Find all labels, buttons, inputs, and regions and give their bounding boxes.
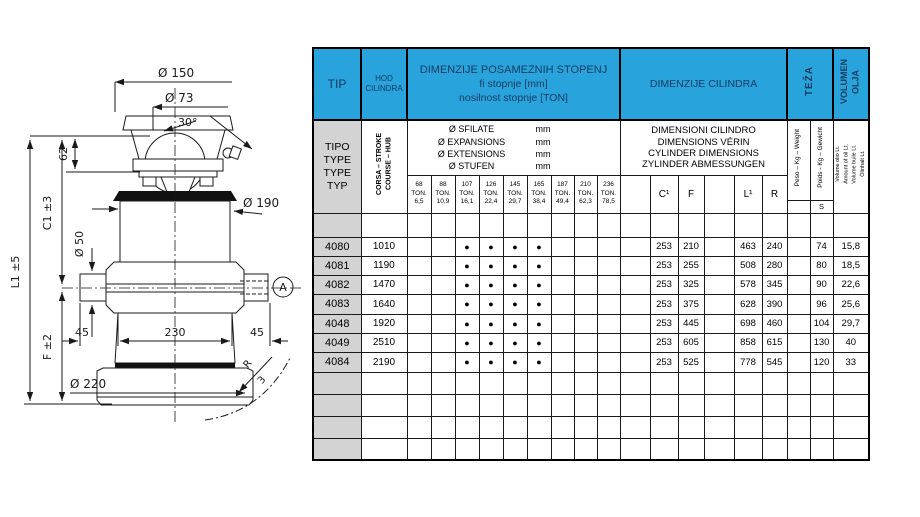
cell-tip: 4083 [313, 294, 361, 314]
corsa-vertical-text [375, 133, 394, 195]
cell-peso [787, 237, 810, 256]
col-header-corsa-stroke [361, 120, 407, 213]
cell-tip: 4084 [313, 352, 361, 372]
cell-tip: 4048 [313, 314, 361, 333]
dim-label-angle30: 30° [178, 116, 198, 129]
spacer-cell [620, 256, 650, 275]
stage-cell [551, 237, 574, 256]
cell-hod: 2190 [361, 352, 407, 372]
stages-title-line: nosilnost stopnje [TON] [459, 92, 568, 104]
cell-poids: 96 [810, 294, 833, 314]
stages-title-line: fi stopnje [mm] [479, 78, 548, 90]
stage-cell [574, 256, 597, 275]
cylinder-body [80, 116, 293, 420]
legend-line [408, 136, 620, 148]
spacer-cell [704, 294, 734, 314]
stage-cell [551, 275, 574, 294]
dim-label-45-right: 45 [250, 326, 264, 339]
cell-r: 280 [762, 256, 787, 275]
cell-peso [787, 294, 810, 314]
cell-poids: 120 [810, 352, 833, 372]
stage-cell [574, 333, 597, 352]
stage-col-header-187: 187 TON. 49,4 [551, 175, 574, 213]
table-row-empty [313, 394, 869, 416]
stage-cell: ● [527, 275, 551, 294]
stage-cell: ● [503, 352, 527, 372]
col-header-oil-volume-langs [833, 120, 869, 213]
table-row [313, 314, 869, 333]
spacer-cell [620, 237, 650, 256]
cell-f: 375 [678, 294, 704, 314]
stage-cell: ● [455, 314, 479, 333]
col-header-f: F [678, 175, 704, 213]
spacer-cell [620, 275, 650, 294]
stage-col-header-145: 145 TON. 29,7 [503, 175, 527, 213]
volume-title-line: VOLUMEN [839, 59, 850, 104]
table-row-empty [313, 438, 869, 460]
stage-cell: ● [503, 256, 527, 275]
head-flange [133, 159, 223, 171]
stage-cell [597, 333, 620, 352]
legend-line [408, 123, 620, 135]
dim-label-l1: L1 ±5 [9, 255, 22, 289]
stage-cell [574, 352, 597, 372]
port-left [80, 274, 106, 301]
cylinder-dimensions-legend [620, 120, 787, 175]
cell-l1: 858 [734, 333, 762, 352]
cell-f: 525 [678, 352, 704, 372]
tipo-line: TYPE [323, 166, 351, 179]
stage-cell: ● [503, 314, 527, 333]
col-header-hod-cilindra [361, 48, 407, 120]
cell-peso [787, 314, 810, 333]
detail-a-label: A [279, 281, 287, 294]
cell-volume: 29,7 [833, 314, 869, 333]
radius-value-label: 3 [255, 374, 269, 387]
stage-cell: ● [503, 333, 527, 352]
cell-f: 210 [678, 237, 704, 256]
stage-col-header-68: 68 TON. 6,5 [407, 175, 431, 213]
legend-line: CYLINDER DIMENSIONS [648, 147, 759, 159]
cell-l1: 628 [734, 294, 762, 314]
legend-unit: mm [535, 160, 551, 171]
cell-poids: 74 [810, 237, 833, 256]
stage-cell: ● [479, 294, 503, 314]
stage-cell: ● [455, 275, 479, 294]
stage-cell [407, 333, 431, 352]
legend-unit: mm [535, 124, 551, 135]
corsa-line: CORSA – STROKE [375, 133, 383, 196]
dim-label-dia50: Ø 50 [73, 230, 86, 258]
spacer-cell [704, 275, 734, 294]
volume-title [839, 59, 862, 104]
cell-tip: 4081 [313, 256, 361, 275]
cell-tip: 4080 [313, 237, 361, 256]
stage-cell [551, 314, 574, 333]
stage-col-header-88: 88 TON. 10,9 [431, 175, 455, 213]
legend-unit: mm [535, 136, 551, 147]
dim-label-dia220: Ø 220 [70, 377, 107, 391]
stage-cell: ● [503, 275, 527, 294]
cell-hod: 1640 [361, 294, 407, 314]
hod-line: HOD [375, 73, 393, 83]
spacer-cell [620, 294, 650, 314]
col-header-c1: C¹ [650, 175, 678, 213]
stage-cell [574, 314, 597, 333]
tipo-line: TIPO [324, 140, 350, 153]
col-header-tipo [313, 120, 361, 213]
stage-cell [431, 333, 455, 352]
cell-c1: 253 [650, 352, 678, 372]
port-right [244, 274, 268, 301]
table-row [313, 333, 869, 352]
cell-volume: 22,6 [833, 275, 869, 294]
volume-lang-line: Volume olio Lt. [835, 146, 842, 183]
spacer-cell [620, 352, 650, 372]
rod-stem [161, 177, 195, 192]
stage-cell: ● [503, 294, 527, 314]
cell-c1: 253 [650, 314, 678, 333]
table-row [313, 237, 869, 256]
col-header-tip: TIP [313, 48, 361, 120]
grease-fitting-stub [229, 146, 241, 159]
cell-l1: 778 [734, 352, 762, 372]
stage-cell [551, 294, 574, 314]
dim-label-dia150: Ø 150 [158, 66, 195, 80]
cell-poids: 90 [810, 275, 833, 294]
header-row-blue [313, 48, 869, 120]
cell-f: 325 [678, 275, 704, 294]
stage-cell [551, 352, 574, 372]
cell-c1: 253 [650, 256, 678, 275]
cell-c1: 253 [650, 294, 678, 314]
group-header-weight [787, 48, 833, 120]
cell-peso [787, 352, 810, 372]
legend-label: Ø EXPANSIONS [437, 136, 506, 147]
stage-cell: ● [527, 294, 551, 314]
volume-lang-line: Volume huile Lt. [851, 144, 858, 184]
cell-r: 240 [762, 237, 787, 256]
stage-cell [431, 352, 455, 372]
stage-cell: ● [455, 352, 479, 372]
legend-label: Ø SFILATE [448, 124, 495, 135]
stage-cell [574, 237, 597, 256]
stage-cell: ● [503, 237, 527, 256]
group-header-stages [407, 48, 620, 120]
poids-vertical-text: Poids - Kg – Gewicht [817, 127, 825, 189]
spec-table [312, 47, 870, 461]
cell-c1: 253 [650, 275, 678, 294]
stage-cell [407, 294, 431, 314]
stage-cell [431, 314, 455, 333]
stage-col-header-107: 107 TON. 16,1 [455, 175, 479, 213]
stage-cell [597, 314, 620, 333]
cell-peso [787, 333, 810, 352]
weight-sub-empty [787, 200, 810, 213]
cell-hod: 2510 [361, 333, 407, 352]
stage-cell: ● [527, 237, 551, 256]
stage-cell: ● [527, 352, 551, 372]
cell-hod: 1470 [361, 275, 407, 294]
stage-col-header-210: 210 TON. 62,3 [574, 175, 597, 213]
spacer-cell [704, 333, 734, 352]
stage-cell: ● [455, 294, 479, 314]
volume-title-line: OLJA [851, 69, 862, 94]
cell-c1: 253 [650, 333, 678, 352]
legend-line [408, 148, 620, 160]
legend-label: Ø STUFEN [448, 160, 495, 171]
peso-vertical-text: Peso – Kg – Weight [794, 129, 802, 187]
dim-label-230: 230 [164, 326, 186, 339]
cell-peso [787, 256, 810, 275]
head-plate [139, 171, 217, 177]
stage-cell [407, 256, 431, 275]
col-header-spacer-b [704, 175, 734, 213]
stage-cell [597, 256, 620, 275]
stage-cell: ● [479, 237, 503, 256]
cell-volume: 18,5 [833, 256, 869, 275]
stage-diameter-legend [407, 120, 620, 175]
tipo-line: TYPE [323, 153, 351, 166]
cell-l1: 578 [734, 275, 762, 294]
table-row-empty [313, 372, 869, 394]
stage-cell: ● [479, 333, 503, 352]
cell-l1: 698 [734, 314, 762, 333]
dim-label-c1: C1 ±3 [41, 195, 54, 231]
stage-cell: ● [527, 333, 551, 352]
stage-cell [597, 275, 620, 294]
legend-line: DIMENSIONS VÉRIN [657, 136, 750, 148]
weight-sub-s: S [810, 200, 833, 213]
nut-right [200, 177, 213, 186]
legend-label: Ø EXTENSIONS [437, 148, 506, 159]
stage-cell [597, 294, 620, 314]
stage-cell: ● [527, 256, 551, 275]
stage-cell: ● [455, 237, 479, 256]
stage-cell [431, 294, 455, 314]
cell-f: 605 [678, 333, 704, 352]
stage-cell [597, 237, 620, 256]
volume-vertical-text [834, 144, 867, 184]
stage-cell: ● [527, 314, 551, 333]
group-header-cylinder-dimensions: DIMENZIJE CILINDRA [620, 48, 787, 120]
dim-label-62: 62 [57, 147, 70, 161]
stage-col-header-126: 126 TON. 22,4 [479, 175, 503, 213]
stage-cell: ● [479, 314, 503, 333]
volume-lang-line: Amount of oil Lt. [843, 144, 850, 185]
cell-tip: 4082 [313, 275, 361, 294]
weight-title: TEŽA [804, 66, 816, 97]
cell-volume: 25,6 [833, 294, 869, 314]
cell-volume: 33 [833, 352, 869, 372]
cell-r: 545 [762, 352, 787, 372]
cell-peso [787, 275, 810, 294]
cell-r: 390 [762, 294, 787, 314]
table-row [313, 294, 869, 314]
cell-f: 255 [678, 256, 704, 275]
stage-cell [407, 314, 431, 333]
stage-col-header-236: 236 TON. 78,5 [597, 175, 620, 213]
table-row-empty [313, 213, 869, 237]
cylinder-technical-drawing [0, 0, 312, 517]
stage-cell [551, 333, 574, 352]
stage-cell [431, 275, 455, 294]
volume-lang-line: Ölinhalt Lt. [860, 151, 867, 178]
spacer-cell [704, 314, 734, 333]
table-row-empty [313, 416, 869, 438]
stage-cell: ● [455, 333, 479, 352]
dim-label-45-left: 45 [75, 326, 89, 339]
cell-volume: 40 [833, 333, 869, 352]
cell-c1: 253 [650, 237, 678, 256]
nut-left [143, 177, 156, 186]
stage-col-header-165: 165 TON. 38,4 [527, 175, 551, 213]
cell-f: 445 [678, 314, 704, 333]
stages-title-line: DIMENZIJE POSAMEZNIH STOPENJ [419, 64, 608, 76]
spacer-cell [704, 352, 734, 372]
radius-r-label: R [241, 358, 255, 371]
stage-cell: ● [479, 275, 503, 294]
spacer-cell [704, 256, 734, 275]
cell-poids: 130 [810, 333, 833, 352]
col-header-spacer-a [620, 175, 650, 213]
dim-label-f: F ±2 [41, 333, 54, 361]
group-header-oil-volume [833, 48, 869, 120]
cell-l1: 463 [734, 237, 762, 256]
stage-cell: ● [455, 256, 479, 275]
legend-unit: mm [535, 148, 551, 159]
stage-cell [407, 237, 431, 256]
stage-cell: ● [479, 256, 503, 275]
col-header-l1: L¹ [734, 175, 762, 213]
cell-hod: 1010 [361, 237, 407, 256]
col-header-peso [787, 120, 810, 200]
legend-line: DIMENSIONI CILINDRO [651, 125, 756, 137]
stage-cell: ● [479, 352, 503, 372]
stage-cell [407, 275, 431, 294]
cell-r: 460 [762, 314, 787, 333]
cell-l1: 508 [734, 256, 762, 275]
cell-hod: 1920 [361, 314, 407, 333]
stage-cell [574, 294, 597, 314]
corsa-line: COURSE – HUB [385, 137, 392, 191]
cell-poids: 104 [810, 314, 833, 333]
spacer-cell [620, 333, 650, 352]
stage-cell [431, 237, 455, 256]
cell-volume: 15,8 [833, 237, 869, 256]
legend-line: ZYLINDER ABMESSUNGEN [642, 158, 766, 170]
table-row [313, 352, 869, 372]
stage-cell [574, 275, 597, 294]
cell-r: 345 [762, 275, 787, 294]
cell-r: 615 [762, 333, 787, 352]
cell-poids: 80 [810, 256, 833, 275]
cell-hod: 1190 [361, 256, 407, 275]
stage-cell [431, 256, 455, 275]
table-row [313, 256, 869, 275]
cell-tip: 4049 [313, 333, 361, 352]
spacer-cell [704, 237, 734, 256]
stage-cell [407, 352, 431, 372]
dim-label-dia190: Ø 190 [243, 196, 280, 210]
stage-cell [597, 352, 620, 372]
dim-label-dia73: Ø 73 [165, 91, 194, 105]
header-row-sub-a [313, 120, 869, 175]
stage-cell [551, 256, 574, 275]
table-row [313, 275, 869, 294]
col-header-r: R [762, 175, 787, 213]
tipo-line: TYP [327, 179, 348, 192]
col-header-poids [810, 120, 833, 200]
legend-line [408, 160, 620, 172]
spacer-cell [620, 314, 650, 333]
hod-line: CILINDRA [365, 84, 403, 93]
